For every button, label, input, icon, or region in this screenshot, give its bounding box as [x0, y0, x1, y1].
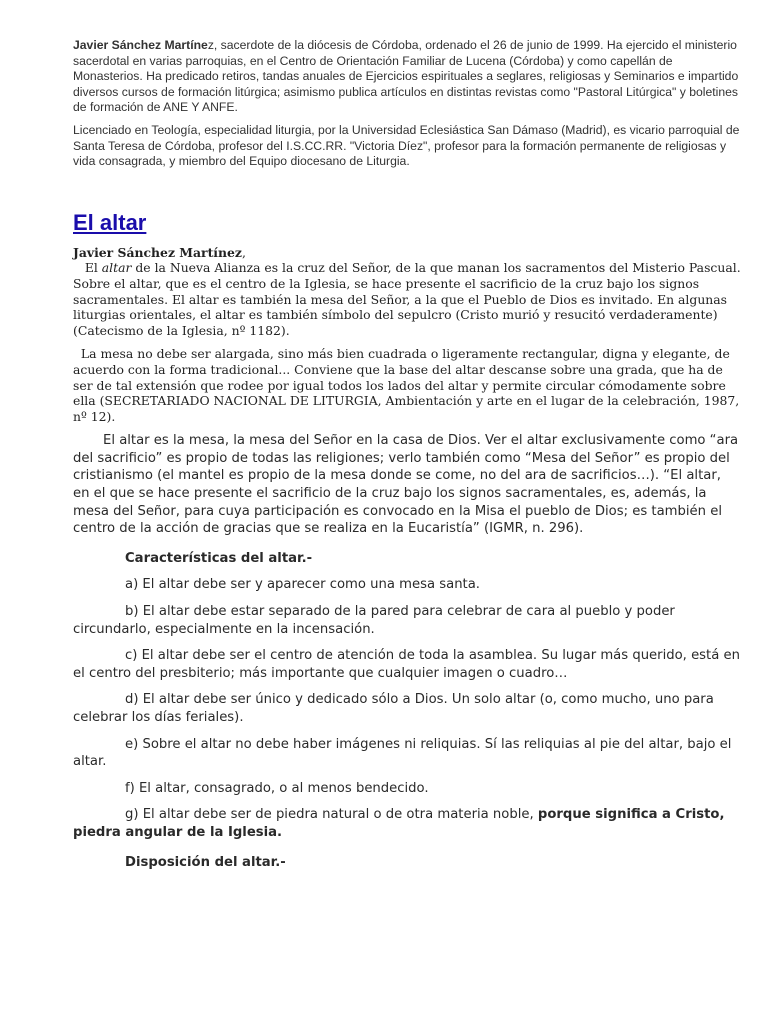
body-paragraph-1: El altar es la mesa, la mesa del Señor en la casa de Dios. Ver el altar exclusivamente como “ara del sacrificio” es propio de todas las religiones; verlo también como “Mesa del Señor” es propio del cristianismo (el mantel es propio de la mesa donde se come, no del ara de sacrificios…). “El altar, en el que se hace presente el sacrificio de la cruz bajo los signos sacramentales, es, además, la mesa del Señor, para cuya participación es convocado en la Misa el pueblo de Dios; es también el centro de la acción de gracias que se realiza en la Eucaristía” (IGMR, n. 296). [73, 433, 739, 537]
list-item: d) El altar debe ser único y dedicado sólo a Dios. Un solo altar (o, como mucho, uno para celebrar los días feriales). [73, 692, 714, 725]
heading-disposition: Disposición del altar.- [125, 854, 286, 870]
list-item: e) Sobre el altar no debe haber imágenes ni reliquias. Sí las reliquias al pie del altar, bajo el altar. [73, 736, 732, 770]
bio-paragraph-2: Licenciado en Teología, especialidad liturgia, por la Universidad Eclesiástica San Dámaso (Madrid), es vicario parroquial de Santa Teresa de Córdoba, profesor del I.S.CC.RR. "Victoria Díez", profesor para la formación permanente de religiosas y vida consagrada, y miembro del Equipo diocesano de Liturgia. [73, 122, 740, 169]
intro-paragraph-1 [73, 260, 741, 338]
article-title [73, 210, 741, 237]
intro-p2-text: La mesa no debe ser alargada, sino más bien cuadrada o ligeramente rectangular, digna y elegante, de acuerdo con la forma tradicional... Conviene que la base del altar descanse sobre una grada, que ha de ser de tal extensión que rodee por igual todos los lados del altar y permite circular cómodamente sobre ella (SECRETARIADO NACIONAL DE LITURGIA, Ambientación y arte en el lugar de la celebración, 1987, nº 12). [73, 346, 740, 424]
intro-p1-rest: de la Nueva Alianza es la cruz del Señor, de la que manan los sacramentos del Misterio Pascual. Sobre el altar, que es el centro de la Iglesia, se hace presente el sacrificio de la cruz bajo los signos sacramentales. El altar es también la mesa del Señor, a la que el Pueblo de Dios es invitado. En algunas liturgias orientales, el altar es también símbolo del sepulcro (Cristo murió y resucitó verdaderamente) (Catecismo de la Iglesia, nº 1182). [73, 260, 741, 338]
heading-characteristics: Características del altar.- [125, 550, 313, 566]
article-body [73, 432, 741, 871]
article-title-link[interactable]: El altar [73, 209, 147, 235]
list-item-g [73, 806, 741, 841]
list-item: b) El altar debe estar separado de la pared para celebrar de cara al pueblo y poder circundarlo, especialmente en la incensación. [73, 604, 675, 637]
bio-paragraph-1-text: , sacerdote de la diócesis de Córdoba, ordenado el 26 de junio de 1999. Ha ejercido el ministerio sacerdotal en varias parroquias, en el Centro de Orientación Familiar de Lucena (Córdoba) y como capellán de Monasterios. Ha predicado retiros, tandas anuales de Ejercicios espirituales a seglares, religiosas y Seminarios e impartido diversos cursos de formación litúrgica; asimismo publica artículos en distintas revistas como "Pastoral Litúrgica" y boletines de formación de ANE Y ANFE. [73, 38, 739, 115]
list-item: f) El altar, consagrado, o al menos bendecido. [125, 780, 429, 796]
article-intro [73, 245, 741, 425]
list-item: c) El altar debe ser el centro de atención de toda la asamblea. Su lugar más querido, está en el centro del presbiterio; más importante que cualquier imagen o cuadro… [73, 648, 740, 681]
document-page [73, 38, 741, 880]
author-bio [73, 38, 741, 170]
bio-author-name: Javier Sánchez Martíne [73, 38, 208, 52]
byline-name: Javier Sánchez Martínez [73, 244, 242, 260]
article-byline [73, 245, 741, 261]
bio-paragraph-1 [73, 38, 741, 116]
intro-p1-lead: El [84, 260, 102, 276]
intro-paragraph-2 [73, 346, 741, 424]
item-g-bold: porque significa a Cristo, piedra angular de la Iglesia. [73, 807, 725, 840]
byline-punct: , [241, 244, 246, 260]
bio-author-tail: z [207, 38, 214, 52]
intro-p1-italic: altar [101, 260, 132, 276]
list-item: a) El altar debe ser y aparecer como una mesa santa. [125, 577, 480, 593]
item-g-text: g) El altar debe ser de piedra natural o de otra materia noble, [125, 807, 538, 823]
